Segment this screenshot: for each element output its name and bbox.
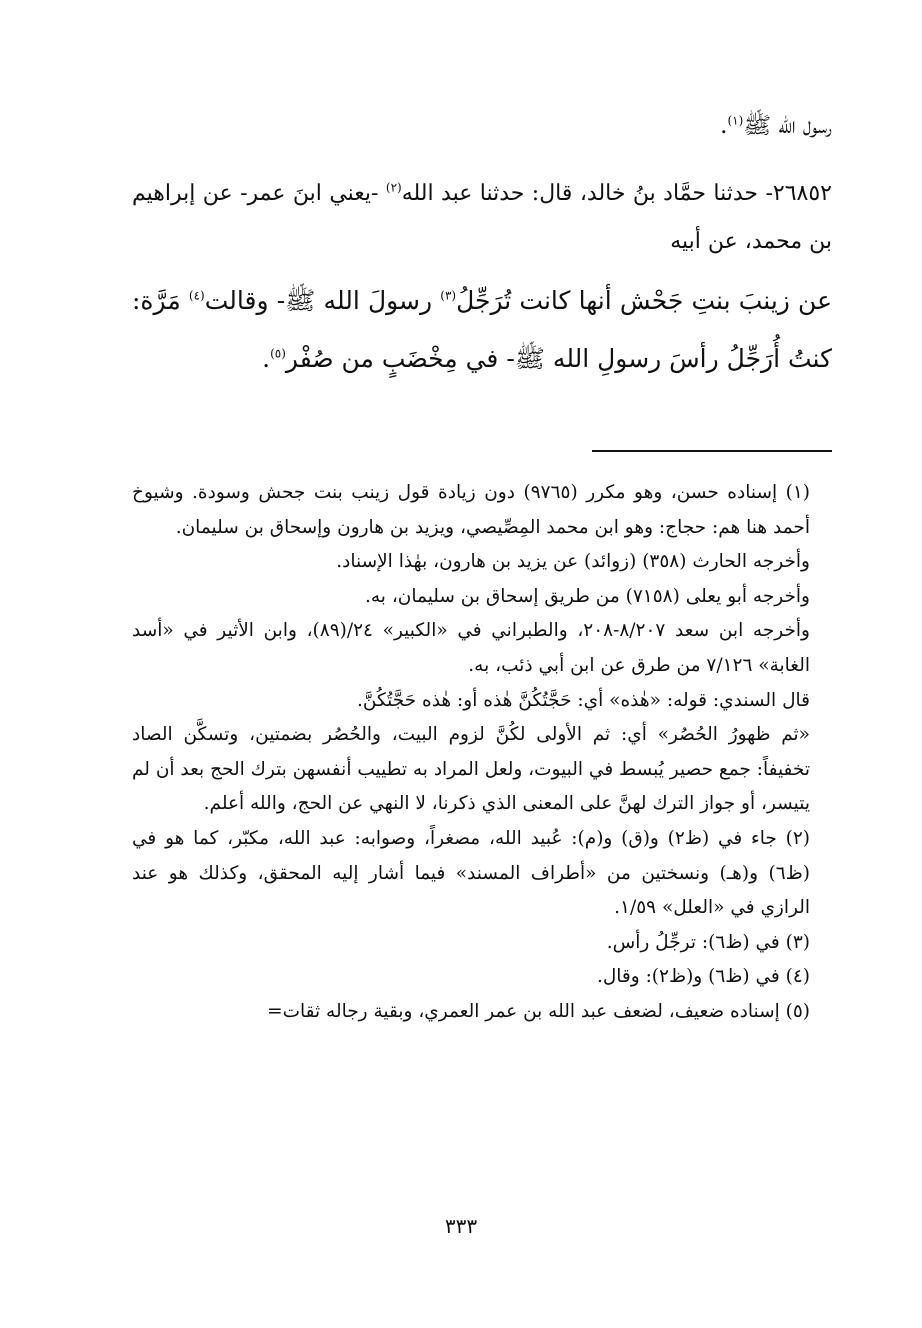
footnote-5: (٥) إسناده ضعيف، لضعف عبد الله بن عمر العمري، وبقية رجاله ثقات= [267,1000,810,1022]
footnote-1-takhrij-1: وأخرجه الحارث (٣٥٨) (زوائد) عن يزيد بن هارون، بهٰذا الإسناد. [336,551,810,573]
footnote-3: (٣) في (ظ٦): ترجِّلُ رأس. [606,931,810,953]
lead-end: . [720,113,728,139]
footnote-1: (١) إسناده حسن، وهو مكرر (٩٧٦٥) دون زيادة قول زينب بنت جحش وسودة. وشيوخ أحمد هنا هم: حجاج: وهو ابن محمد المِصِّيصي، ويزيد بن هارون وإسحاق بن سليمان. [132,482,811,538]
matn-part-b: رسولَ الله ﷺ- وقالت [204,286,441,315]
footnote-ref-2: (٢) [385,180,402,195]
footnote-ref-5: (٥) [270,346,286,361]
lead-text: رسول الله ﷺ [743,113,832,139]
footnote-ref-3: (٣) [440,288,457,303]
footnote-1-explanation: «ثم ظهورُ الحُصُر» أي: ثم الأولى لكُنَّ لزوم البيت، والحُصُر بضمتين، وتسكَّن الصاد تخفيفاً: جمع حصير يُبسط في البيوت، ولعل المراد به تطييب أنفسهن بترك الحج بعد أن لم يتيسر، أو جواز الترك لهنَّ على المعنى الذي ذكرنا، لا النهي عن الحج، والله أعلم. [131,724,810,815]
footnote-1-takhrij-2: وأخرجه أبو يعلى (٧١٥٨) من طريق إسحاق بن سليمان، به. [364,585,810,607]
footnote-ref-4: (٤) [188,288,205,303]
footnotes [132,476,832,1030]
main-text [132,96,832,388]
footnote-ref-1: (١) [727,113,744,128]
isnad-part-2: عمر- عن إبراهيم بن محمد، عن أبيه [132,181,832,254]
matn-part-a: عن زينبَ بنتِ جَحْش أنها كانت تُرَجِّلُ [456,286,832,315]
footnote-1-takhrij-3: وأخرجه ابن سعد ٨/٢٠٧-٢٠٨، والطبراني في «الكبير» ٢٤/(٨٩)، وابن الأثير في «أسد الغابة» ٧/١٢٦ من طرق عن ابن أبي ذئب، به. [132,620,810,676]
footnote-4: (٤) في (ظ٦) و(ظ٢): وقال. [596,966,810,988]
hadith-isnad [132,170,832,266]
previous-hadith-ending [132,96,832,156]
page-number: ٣٣٣ [444,1214,478,1238]
isnad-part-1-end: -يعني ابنَ [292,181,386,206]
matn-end: . [262,344,271,373]
footnote-2: (٢) جاء في (ظ٢) و(ق) و(م): عُبيد الله، مصغراً، وصوابه: عبد الله، مكبّر، كما هو في (ظ٦) و(هـ) ونسختين من «أطراف المسند» فيما أشار إليه المحقق، وكذلك هو عند الرازي في «العلل» ١/٥٩. [132,827,810,919]
isnad-part-1: ٢٦٨٥٢- حدثنا حمَّاد بنُ خالد، قال: حدثنا عبد الله [401,181,832,206]
footnote-divider [592,450,832,452]
hadith-matn [132,272,832,388]
matn-part-c: مَرَّة: كنتُ أُرَجِّلُ رأسَ رسولِ الله ﷺ- في مِخْضَبٍ من صُفْر [132,286,832,373]
footnote-1-sindi: قال السندي: قوله: «هٰذه» أي: حَجَّتُكُنَّ هٰذه أو: هٰذه حَجَّتُكُنَّ. [357,689,810,711]
